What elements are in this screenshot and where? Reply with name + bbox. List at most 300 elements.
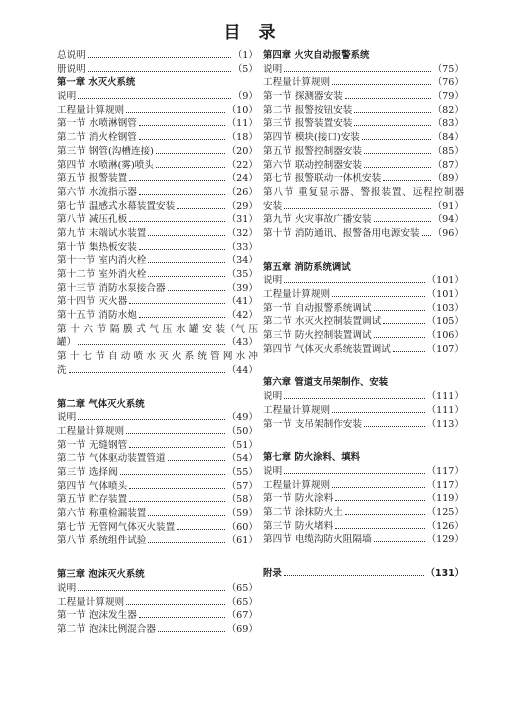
leader-dots bbox=[335, 528, 424, 529]
toc-entry[interactable] bbox=[57, 104, 258, 118]
toc-entry[interactable] bbox=[263, 117, 464, 131]
toc-entry-label: 第六节 联动控制器安装 bbox=[263, 159, 362, 171]
leader-dots bbox=[69, 372, 225, 373]
toc-row bbox=[57, 364, 258, 378]
toc-entry[interactable] bbox=[57, 186, 258, 200]
toc-page-number: （67） bbox=[226, 610, 258, 622]
toc-entry[interactable] bbox=[57, 63, 258, 77]
toc-entry[interactable] bbox=[57, 582, 258, 596]
toc-entry-label: 第十五节 消防水炮 bbox=[57, 310, 137, 322]
toc-page-number: （51） bbox=[226, 439, 258, 451]
toc-row bbox=[57, 439, 258, 453]
toc-row bbox=[263, 159, 464, 173]
leader-dots bbox=[374, 310, 425, 311]
toc-entry[interactable] bbox=[57, 452, 258, 466]
toc-column-right bbox=[263, 49, 464, 581]
leader-dots bbox=[284, 473, 424, 474]
toc-entry-label: 说明 bbox=[263, 275, 283, 287]
toc-entry-label: 第四节 气体喷头 bbox=[57, 480, 128, 492]
toc-row bbox=[263, 104, 464, 118]
toc-row bbox=[263, 479, 464, 493]
toc-row bbox=[57, 131, 258, 145]
leader-dots bbox=[362, 139, 431, 140]
toc-entry[interactable] bbox=[57, 493, 258, 507]
toc-page-number: （75） bbox=[432, 63, 464, 75]
toc-entry-label-line1: 第 十 七 节 自 动 喷 水 灭 火 系 统 管 网 水 冲 bbox=[57, 351, 258, 363]
toc-entry-label: 第一节 泡沫发生器 bbox=[57, 610, 137, 622]
toc-page-number: （57） bbox=[226, 480, 258, 492]
toc-entry[interactable] bbox=[263, 404, 464, 418]
toc-page-number: （43） bbox=[226, 337, 258, 349]
toc-chapter-heading[interactable] bbox=[263, 376, 464, 390]
toc-entry[interactable] bbox=[263, 390, 464, 404]
toc-row bbox=[57, 493, 258, 507]
toc-entry-label: 第十节 集热板安装 bbox=[57, 241, 137, 253]
toc-entry-label: 第七节 报警联动一体机安装 bbox=[263, 173, 382, 185]
leader-dots bbox=[139, 617, 225, 618]
toc-row bbox=[263, 376, 464, 390]
toc-page-number: （34） bbox=[226, 255, 258, 267]
toc-row bbox=[57, 159, 258, 173]
toc-entry-label: 第二节 涂抹防火土 bbox=[263, 506, 343, 518]
leader-dots bbox=[345, 98, 431, 99]
toc-page-number: （105） bbox=[426, 316, 464, 328]
toc-entry-label: 第十一节 室内消火栓 bbox=[57, 255, 147, 267]
toc-chapter-label: 第四章 火灾自动报警系统 bbox=[263, 50, 370, 61]
toc-row bbox=[263, 404, 464, 418]
toc-page-number: （54） bbox=[226, 453, 258, 465]
toc-entry-label: 说明 bbox=[57, 412, 77, 424]
toc-chapter-label: 第六章 管道支吊架制作、安装 bbox=[263, 377, 389, 389]
toc-entry-label: 第八节 系统组件试验 bbox=[57, 535, 147, 547]
leader-dots bbox=[374, 221, 431, 222]
toc-page-number: （9） bbox=[232, 91, 258, 103]
toc-entry[interactable] bbox=[57, 295, 258, 309]
toc-entry-label-line2: 罐） bbox=[57, 337, 77, 349]
toc-entry-label: 工程量计算规则 bbox=[263, 77, 331, 89]
leader-dots bbox=[129, 501, 224, 502]
toc-entry-label: 说明 bbox=[263, 63, 283, 75]
toc-entry-label: 第九节 火灾事故广播安装 bbox=[263, 214, 372, 226]
toc-entry-label: 第七节 温感式水幕装置安装 bbox=[57, 200, 176, 212]
toc-page-number: （32） bbox=[226, 227, 258, 239]
toc-entry-label: 第一节 自动报警系统调试 bbox=[263, 302, 372, 314]
section-gap bbox=[263, 547, 464, 567]
leader-dots bbox=[284, 575, 424, 576]
toc-page-number: （59） bbox=[226, 508, 258, 520]
toc-row bbox=[57, 282, 258, 296]
leader-dots bbox=[148, 542, 224, 543]
toc-entry-label: 第一节 防火涂料 bbox=[263, 493, 334, 505]
toc-entry[interactable] bbox=[57, 49, 258, 63]
toc-row bbox=[263, 451, 464, 465]
toc-entry-label: 工程量计算规则 bbox=[263, 404, 331, 416]
toc-row bbox=[57, 186, 258, 200]
toc-page-number: （96） bbox=[432, 227, 464, 239]
toc-page-number: （44） bbox=[226, 364, 258, 376]
toc-entry-label: 第二节 消火栓钢管 bbox=[57, 132, 137, 144]
leader-dots bbox=[354, 112, 430, 113]
toc-entry-label: 第三节 报警装置安装 bbox=[263, 118, 353, 130]
toc-entry[interactable] bbox=[57, 254, 258, 268]
toc-entry[interactable] bbox=[57, 282, 258, 296]
toc-entry[interactable] bbox=[263, 172, 464, 186]
toc-chapter-label: 第二章 气体灭火系统 bbox=[57, 398, 145, 410]
leader-dots bbox=[129, 221, 224, 222]
toc-entry-label: 说明 bbox=[263, 391, 283, 403]
toc-entry-label: 第九节 末端试水装置 bbox=[57, 227, 147, 239]
toc-page-number: （91） bbox=[432, 200, 464, 212]
toc-entry[interactable] bbox=[263, 418, 464, 432]
toc-page-number: （22） bbox=[226, 159, 258, 171]
toc-entry-label-line1: 第 十 六 节 隔 膜 式 气 压 水 罐 安 装（气 压 bbox=[57, 323, 258, 335]
toc-page-number: （33） bbox=[226, 241, 258, 253]
toc-page-number: （83） bbox=[432, 118, 464, 130]
toc-page-number: （126） bbox=[426, 520, 464, 532]
toc-row bbox=[57, 596, 258, 610]
toc-page-number: （39） bbox=[226, 282, 258, 294]
toc-row bbox=[263, 49, 464, 63]
toc-entry[interactable] bbox=[263, 104, 464, 118]
toc-row bbox=[57, 49, 258, 63]
toc-row bbox=[263, 131, 464, 145]
leader-dots bbox=[129, 303, 224, 304]
toc-page-number: （49） bbox=[226, 412, 258, 424]
leader-dots bbox=[364, 426, 425, 427]
toc-page-number: （131） bbox=[425, 568, 464, 580]
leader-dots bbox=[148, 276, 224, 277]
toc-row bbox=[57, 609, 258, 623]
toc-page-number: （35） bbox=[226, 269, 258, 280]
toc-row bbox=[57, 623, 258, 637]
toc-entry[interactable] bbox=[57, 534, 258, 548]
leader-dots bbox=[374, 541, 425, 542]
toc-page-number: （69） bbox=[226, 623, 258, 635]
leader-dots bbox=[335, 500, 424, 501]
toc-entry[interactable] bbox=[57, 268, 258, 282]
toc-entry[interactable] bbox=[57, 309, 258, 323]
leader-dots bbox=[168, 290, 225, 291]
toc-row bbox=[263, 145, 464, 159]
toc-entry[interactable] bbox=[263, 520, 464, 534]
section-gap bbox=[263, 356, 464, 376]
toc-page-number: （65） bbox=[226, 582, 258, 594]
toc-entry-label: 工程量计算规则 bbox=[263, 289, 331, 301]
toc-entry-label: 第十三节 消防水泵接合器 bbox=[57, 282, 166, 294]
toc-row bbox=[263, 172, 464, 186]
toc-entry-label: 第四节 模块(接口)安装 bbox=[263, 132, 360, 144]
toc-entry[interactable] bbox=[57, 131, 258, 145]
toc-page-number: （79） bbox=[432, 91, 464, 103]
toc-entry-label: 总说明 bbox=[57, 50, 86, 61]
leader-dots bbox=[383, 323, 424, 324]
leader-dots bbox=[393, 351, 425, 352]
toc-entry[interactable] bbox=[57, 507, 258, 521]
toc-row bbox=[57, 336, 258, 350]
toc-entry[interactable] bbox=[263, 465, 464, 479]
toc-row bbox=[263, 315, 464, 329]
toc-page-number: （111） bbox=[426, 404, 464, 416]
toc-row bbox=[263, 343, 464, 357]
toc-row bbox=[57, 309, 258, 323]
toc-entry-label: 第一节 探测器安装 bbox=[263, 91, 343, 103]
toc-row bbox=[57, 241, 258, 255]
leader-dots bbox=[177, 529, 224, 530]
toc-page-number: （61） bbox=[226, 535, 258, 547]
toc-row bbox=[263, 200, 464, 214]
toc-row bbox=[263, 418, 464, 432]
leader-dots bbox=[374, 337, 425, 338]
toc-page-number: （101） bbox=[426, 289, 464, 301]
toc-entry[interactable] bbox=[57, 159, 258, 173]
toc-page-number: （58） bbox=[226, 494, 258, 506]
toc-row bbox=[57, 268, 258, 282]
toc-entry-label: 第十四节 灭火器 bbox=[57, 296, 128, 308]
toc-entry[interactable] bbox=[57, 521, 258, 535]
toc-entry[interactable] bbox=[57, 480, 258, 494]
toc-row bbox=[57, 295, 258, 309]
toc-entry-label: 第四节 气体灭火系统装置调试 bbox=[263, 343, 391, 355]
toc-chapter-label: 第七章 防火涂料、填料 bbox=[263, 452, 361, 464]
toc-row bbox=[263, 465, 464, 479]
toc-row bbox=[57, 227, 258, 241]
toc-entry-label: 第二节 报警按钮安装 bbox=[263, 104, 353, 116]
toc-entry[interactable] bbox=[263, 315, 464, 329]
toc-entry[interactable] bbox=[57, 439, 258, 453]
toc-page-number: （89） bbox=[432, 173, 464, 185]
leader-dots bbox=[332, 487, 424, 488]
toc-entry-label: 第七节 无管网气体灭火装置 bbox=[57, 521, 176, 533]
toc-entry-label: 第六节 水流指示器 bbox=[57, 186, 137, 198]
toc-entry[interactable] bbox=[263, 76, 464, 90]
toc-entry[interactable] bbox=[263, 63, 464, 77]
toc-entry[interactable] bbox=[57, 609, 258, 623]
leader-dots bbox=[148, 262, 224, 263]
leader-dots bbox=[139, 249, 225, 250]
toc-entry[interactable] bbox=[57, 466, 258, 480]
toc-row bbox=[263, 329, 464, 343]
toc-entry[interactable] bbox=[57, 213, 258, 227]
toc-page-number: （24） bbox=[226, 173, 258, 185]
leader-dots bbox=[156, 153, 225, 154]
toc-page-number: （113） bbox=[426, 418, 464, 430]
toc-row bbox=[57, 534, 258, 548]
section-gap bbox=[57, 378, 258, 398]
toc-row bbox=[263, 288, 464, 302]
leader-dots bbox=[284, 208, 430, 209]
toc-row bbox=[57, 582, 258, 596]
section-gap bbox=[263, 431, 464, 451]
toc-entry-label: 工程量计算规则 bbox=[57, 596, 125, 608]
leader-dots bbox=[168, 460, 225, 461]
toc-row bbox=[57, 172, 258, 186]
toc-page-number: （119） bbox=[426, 493, 464, 505]
toc-entry[interactable] bbox=[57, 172, 258, 186]
toc-entry[interactable] bbox=[57, 117, 258, 131]
toc-row bbox=[57, 76, 258, 90]
toc-entry-label-line2: 洗 bbox=[57, 364, 67, 376]
toc-page-number: （50） bbox=[226, 425, 258, 437]
toc-entry[interactable] bbox=[263, 288, 464, 302]
toc-entry[interactable] bbox=[57, 350, 258, 377]
toc-chapter-heading[interactable] bbox=[57, 568, 258, 582]
toc-entry[interactable] bbox=[263, 533, 464, 547]
toc-chapter-heading[interactable] bbox=[57, 76, 258, 90]
toc-entry[interactable] bbox=[263, 492, 464, 506]
toc-entry-label: 第十节 消防通讯、报警备用电源安装 bbox=[263, 227, 420, 239]
leader-dots bbox=[88, 57, 231, 58]
toc-entry-label-line1: 第八节 重复显示器、警报装置、远程控制器 bbox=[263, 186, 464, 198]
toc-entry[interactable] bbox=[57, 323, 258, 350]
toc-page-number: （42） bbox=[226, 310, 258, 322]
toc-page-number: （82） bbox=[432, 104, 464, 116]
leader-dots bbox=[139, 317, 225, 318]
toc-page-number: （60） bbox=[226, 521, 258, 533]
toc-entry[interactable] bbox=[57, 145, 258, 159]
toc-entry[interactable] bbox=[263, 302, 464, 316]
toc-row bbox=[57, 90, 258, 104]
toc-entry-label: 第四节 水喷淋(雾)喷头 bbox=[57, 159, 154, 171]
toc-entry[interactable] bbox=[57, 227, 258, 241]
toc-row bbox=[263, 213, 464, 227]
toc-entry-label: 第一节 支吊架制作安装 bbox=[263, 418, 362, 430]
toc-entry[interactable] bbox=[263, 90, 464, 104]
section-gap bbox=[57, 548, 258, 568]
leader-dots bbox=[78, 98, 231, 99]
toc-page-number: （125） bbox=[426, 506, 464, 518]
leader-dots bbox=[78, 344, 224, 345]
toc-entry-label: 说明 bbox=[263, 465, 283, 477]
toc-page-number: （101） bbox=[426, 275, 464, 287]
leader-dots bbox=[120, 474, 225, 475]
toc-entry[interactable] bbox=[57, 596, 258, 610]
leader-dots bbox=[332, 84, 430, 85]
toc-entry[interactable] bbox=[263, 506, 464, 520]
toc-entry[interactable] bbox=[263, 227, 464, 241]
toc-entry-label: 第一节 水喷淋钢管 bbox=[57, 118, 137, 130]
leader-dots bbox=[129, 447, 224, 448]
toc-entry-label: 第二节 泡沫比例混合器 bbox=[57, 623, 156, 635]
leader-dots bbox=[284, 71, 430, 72]
toc-row bbox=[57, 398, 258, 412]
leader-dots bbox=[148, 235, 224, 236]
leader-dots bbox=[78, 419, 224, 420]
toc-row bbox=[263, 261, 464, 275]
toc-entry[interactable] bbox=[263, 145, 464, 159]
toc-page-number: （106） bbox=[426, 330, 464, 342]
toc-chapter-heading[interactable] bbox=[263, 261, 464, 275]
toc-chapter-heading[interactable] bbox=[263, 451, 464, 465]
leader-dots bbox=[332, 412, 424, 413]
toc-page-number: （111） bbox=[426, 391, 464, 403]
toc-page-number: （29） bbox=[226, 200, 258, 212]
leader-dots bbox=[139, 125, 225, 126]
toc-entry[interactable] bbox=[57, 411, 258, 425]
toc-chapter-label: 第一章 水灭火系统 bbox=[57, 77, 136, 89]
toc-row bbox=[57, 480, 258, 494]
toc-entry[interactable] bbox=[57, 425, 258, 439]
toc-page-number: （10） bbox=[226, 104, 258, 116]
toc-entry-label: 第二节 水灭火控制装置调试 bbox=[263, 316, 382, 328]
toc-row bbox=[263, 390, 464, 404]
toc-page-number: （11） bbox=[226, 118, 258, 130]
toc-entry-label: 工程量计算规则 bbox=[57, 425, 125, 437]
toc-entry[interactable] bbox=[263, 343, 464, 357]
toc-page-number: （18） bbox=[226, 132, 258, 144]
toc-row bbox=[57, 425, 258, 439]
leader-dots bbox=[158, 631, 225, 632]
leader-dots bbox=[129, 488, 224, 489]
toc-page-number: （107） bbox=[426, 343, 464, 355]
leader-dots bbox=[354, 125, 430, 126]
toc-page-number: （55） bbox=[226, 467, 258, 478]
toc-entry[interactable] bbox=[263, 186, 464, 213]
section-gap bbox=[263, 241, 464, 261]
leader-dots bbox=[177, 208, 224, 209]
toc-chapter-heading[interactable] bbox=[263, 49, 464, 63]
toc-entry-label: 第二节 气体驱动装置管道 bbox=[57, 453, 166, 465]
leader-dots bbox=[88, 71, 231, 72]
toc-entry[interactable] bbox=[57, 90, 258, 104]
toc-chapter-heading[interactable] bbox=[263, 567, 464, 581]
toc-chapter-heading[interactable] bbox=[57, 398, 258, 412]
toc-row bbox=[57, 254, 258, 268]
toc-row bbox=[263, 63, 464, 77]
leader-dots bbox=[364, 167, 431, 168]
toc-page-number: （87） bbox=[432, 159, 464, 171]
leader-dots bbox=[332, 296, 424, 297]
leader-dots bbox=[284, 282, 424, 283]
toc-entry[interactable] bbox=[263, 213, 464, 227]
toc-entry[interactable] bbox=[263, 274, 464, 288]
toc-row bbox=[263, 520, 464, 534]
toc-page-number: （129） bbox=[426, 534, 464, 546]
toc-row bbox=[263, 506, 464, 520]
leader-dots bbox=[129, 180, 224, 181]
toc-row bbox=[263, 76, 464, 90]
toc-entry[interactable] bbox=[57, 200, 258, 214]
toc-row bbox=[57, 452, 258, 466]
toc-entry-label: 第五节 报警装置 bbox=[57, 173, 128, 185]
toc-row bbox=[57, 507, 258, 521]
toc-page-number: （5） bbox=[232, 63, 258, 75]
toc-row bbox=[263, 90, 464, 104]
toc-entry-label: 第三节 防火堵料 bbox=[263, 520, 334, 532]
toc-row bbox=[57, 104, 258, 118]
toc-entry[interactable] bbox=[57, 241, 258, 255]
toc-row bbox=[57, 63, 258, 77]
toc-row bbox=[263, 274, 464, 288]
toc-row bbox=[57, 466, 258, 480]
toc-entry[interactable] bbox=[57, 623, 258, 637]
leader-dots bbox=[156, 167, 225, 168]
toc-row bbox=[263, 227, 464, 241]
toc-page-number: （65） bbox=[226, 596, 258, 608]
toc-entry-label: 工程量计算规则 bbox=[263, 479, 331, 491]
toc-row bbox=[57, 117, 258, 131]
toc-page-number: （41） bbox=[226, 296, 258, 308]
toc-entry[interactable] bbox=[263, 329, 464, 343]
toc-entry[interactable] bbox=[263, 479, 464, 493]
toc-entry-label: 第十二节 室外消火栓 bbox=[57, 269, 147, 280]
leader-dots bbox=[126, 604, 224, 605]
toc-entry[interactable] bbox=[263, 159, 464, 173]
toc-entry-label: 第一节 无缝钢管 bbox=[57, 439, 128, 451]
toc-page-number: （76） bbox=[432, 77, 464, 89]
toc-entry[interactable] bbox=[263, 131, 464, 145]
leader-dots bbox=[126, 112, 224, 113]
leader-dots bbox=[345, 514, 425, 515]
